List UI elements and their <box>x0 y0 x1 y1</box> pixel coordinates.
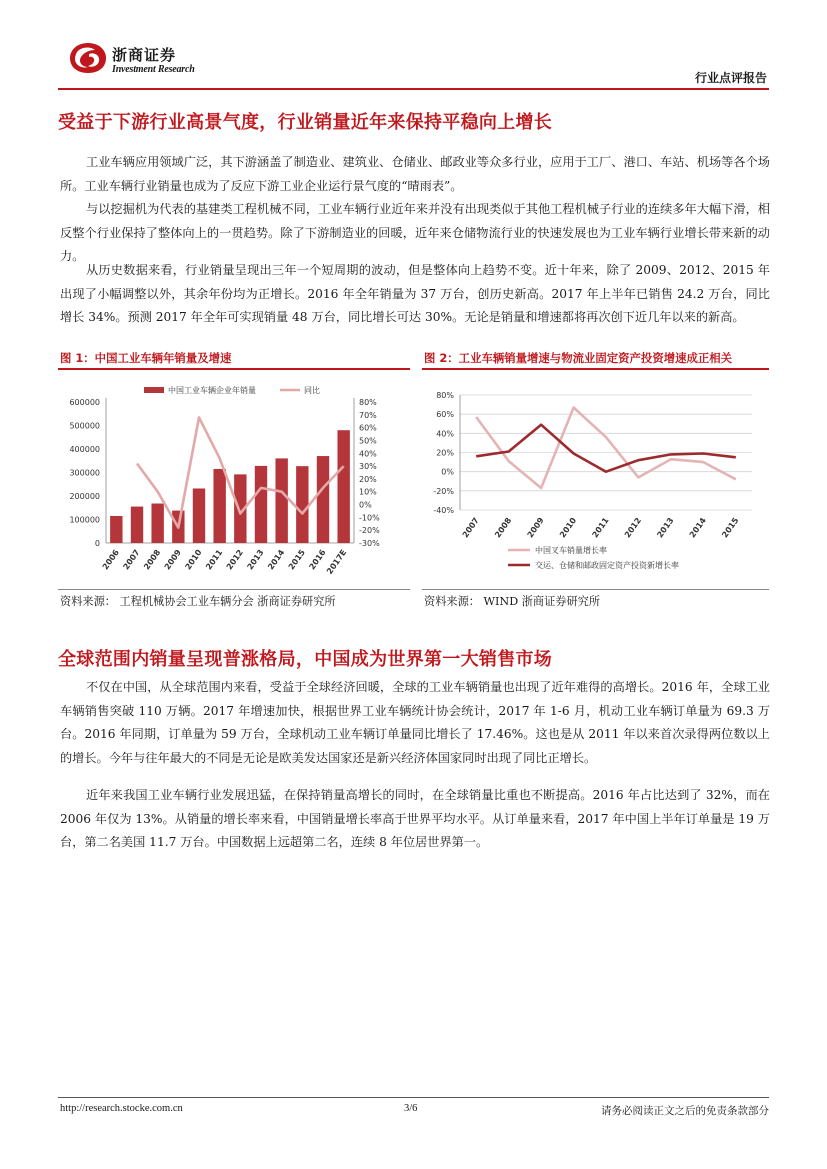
right-axis-tick-label: 60% <box>359 423 377 433</box>
y-axis-tick-label: 80% <box>436 391 454 400</box>
figure-1-title: 图 1：中国工业车辆年销量及增速 <box>60 351 232 365</box>
logistics-investment-growth-line <box>476 425 736 472</box>
bar-2017E <box>337 430 349 543</box>
bar-2015 <box>296 466 308 543</box>
section-1-paragraph-2: 与以挖掘机为代表的基建类工程机械不同，工业车辆行业近年来并没有出现类似于其他工程机械子行业的连续多年大幅下滑，相反整个行业保持了整体向上的一贯趋势。除了下游制造业的回暖，近年来仓储物流行业的快速发展也为工业车辆行业增长带来新的动力。 <box>60 202 770 264</box>
section-1-title: 受益于下游行业高景气度，行业销量近年来保持平稳向上增长 <box>58 112 553 133</box>
left-axis-tick-label: 400000 <box>69 445 100 454</box>
figure-1-bottom-rule <box>58 589 410 590</box>
x-axis-tick-label: 2010 <box>558 515 579 540</box>
right-axis-tick-label: 50% <box>359 436 377 446</box>
left-axis-tick-label: 300000 <box>69 468 100 478</box>
yoy-growth-line <box>137 417 344 527</box>
bar-2006 <box>110 516 122 543</box>
section-1-paragraph-3: 从历史数据来看，行业销量呈现出三年一个短周期的波动，但是整体向上趋势不变。近十年来，除了 2009、2012、2015 年出现了小幅调整以外，其余年份均为正增长。2016 年全年销量为 37 万台，创历史新高。2017 年上半年已销售 24.2 万台，同比增长 34%。预测 2017 年全年可实现销量 48 万台，同比增长可达 30%。无论是销量和增速都将再次创下近几年以来的新高。 <box>60 263 770 325</box>
x-axis-tick-label: 2014 <box>687 515 708 540</box>
x-axis-tick-label: 2009 <box>525 515 546 540</box>
section-2-paragraph-1: 不仅在中国，从全球范围内来看，受益于全球经济回暖，全球的工业车辆销量也出现了近年难得的高增长。2016 年，全球工业车辆销售突破 110 万辆。2017 年增速加快，根据世界工业车辆统计协会统计，2017 年 1-6 月，机动工业车辆订单量为 69.3 万台。2016 年同期，订单量为 59 万台，全球机动工业车辆订单量同比增长了 17.46%。这也是从 2011 年以来首次录得两位数以上的增长。今年与往年最大的不同是无论是欧美发达国家还是新兴经济体国家同时出现了同比正增长。 <box>60 680 770 766</box>
logo-chinese-name: 浙商证券 <box>112 46 177 64</box>
x-axis-tick-label: 2008 <box>142 547 163 572</box>
x-axis-tick-label: 2012 <box>622 515 644 540</box>
figure-2-source: 资料来源： WIND 浙商证券研究所 <box>424 595 601 608</box>
section-1-paragraph-1: 工业车辆应用领域广泛，其下游涵盖了制造业、建筑业、仓储业、邮政业等众多行业，应用于工厂、港口、车站、机场等各个场所。工业车辆行业销量也成为了反应下游工业企业运行景气度的“晴雨表”。 <box>60 155 770 193</box>
y-axis-tick-label: 60% <box>436 410 454 420</box>
right-axis-tick-label: 40% <box>359 449 377 459</box>
bar-2007 <box>131 507 143 543</box>
x-axis-tick-label: 2014 <box>266 547 287 572</box>
footer-divider <box>58 1097 769 1098</box>
left-axis-tick-label: 0 <box>94 539 100 548</box>
right-axis-tick-label: 80% <box>359 398 377 407</box>
x-axis-tick-label: 2017E <box>325 547 349 576</box>
x-axis-tick-label: 2010 <box>183 547 204 572</box>
figure-2-title: 图 2：工业车辆销量增速与物流业固定资产投资增速成正相关 <box>424 351 733 365</box>
figure-1-top-rule <box>58 368 410 370</box>
left-axis-tick-label: 600000 <box>69 398 100 407</box>
figure-2-bottom-rule <box>422 589 769 590</box>
report-type-label: 行业点评报告 <box>694 71 767 85</box>
x-axis-tick-label: 2015 <box>286 547 307 572</box>
bar-2008 <box>151 504 163 543</box>
logo-english-name: Investment Research <box>112 64 195 75</box>
right-axis-tick-label: 30% <box>359 462 377 472</box>
section-2-title: 全球范围内销量呈现普涨格局，中国成为世界第一大销售市场 <box>58 649 553 670</box>
right-axis-tick-label: -30% <box>359 539 380 548</box>
section-2-paragraph-2: 近年来我国工业车辆行业发展迅猛，在保持销量高增长的同时，在全球销量比重也不断提高。2016 年占比达到了 32%，而在 2006 年仅为 13%。从销量的增长率来看，中国销量增长率高于世界平均水平。从订单量来看，2017 年中国上半年订单量是 19 万台，第二名美国 11.7 万台。中国数据上远超第二名，连续 8 年位居世界第一。 <box>60 788 770 850</box>
x-axis-tick-label: 2011 <box>204 547 225 572</box>
footer-disclaimer: 请务必阅读正文之后的免责条款部分 <box>601 1105 769 1117</box>
figure-2-chart <box>422 372 769 588</box>
x-axis-tick-label: 2013 <box>245 547 266 572</box>
x-axis-tick-label: 2006 <box>100 547 121 572</box>
x-axis-tick-label: 2007 <box>121 547 142 572</box>
legend-line-label: 中国叉车销量增长率 <box>535 546 607 555</box>
x-axis-tick-label: 2007 <box>460 515 481 540</box>
header-divider <box>58 88 769 90</box>
x-axis-tick-label: 2015 <box>720 515 741 540</box>
bar-2010 <box>193 488 205 543</box>
left-axis-tick-label: 500000 <box>69 421 100 431</box>
right-axis-tick-label: 20% <box>359 474 377 484</box>
y-axis-tick-label: 0% <box>441 467 454 477</box>
footer-url[interactable]: http://research.stocke.com.cn <box>60 1103 183 1114</box>
y-axis-tick-label: 20% <box>436 448 454 458</box>
bar-2016 <box>317 456 329 543</box>
legend-bar-swatch <box>144 387 164 393</box>
y-axis-tick-label: 40% <box>436 429 454 439</box>
right-axis-tick-label: 0% <box>359 500 372 510</box>
footer-page-number: 3/6 <box>404 1103 418 1114</box>
left-axis-tick-label: 200000 <box>69 492 100 501</box>
y-axis-tick-label: -40% <box>433 506 454 515</box>
left-axis-tick-label: 100000 <box>69 515 100 525</box>
right-axis-tick-label: -10% <box>359 513 380 523</box>
legend-line-label: 同比 <box>304 386 320 395</box>
legend-bar-label: 中国工业车辆企业年销量 <box>168 386 256 395</box>
bar-2011 <box>213 469 225 543</box>
figure-1-source: 资料来源： 工程机械协会工业车辆分会 浙商证券研究所 <box>60 595 336 608</box>
bar-2014 <box>275 458 287 543</box>
figure-1-chart <box>58 372 410 588</box>
x-axis-tick-label: 2008 <box>493 515 514 540</box>
x-axis-tick-label: 2016 <box>307 547 328 572</box>
right-axis-tick-label: 70% <box>359 410 377 420</box>
right-axis-tick-label: -20% <box>359 526 380 536</box>
company-logo-icon <box>68 40 108 76</box>
x-axis-tick-label: 2009 <box>162 547 183 572</box>
x-axis-tick-label: 2011 <box>590 515 611 540</box>
y-axis-tick-label: -20% <box>433 486 454 496</box>
right-axis-tick-label: 10% <box>359 487 377 497</box>
legend-line-label: 交运、仓储和邮政固定资产投资新增长率 <box>535 561 679 570</box>
bar-2013 <box>255 466 267 543</box>
x-axis-tick-label: 2012 <box>224 547 245 572</box>
figure-2-top-rule <box>422 368 769 370</box>
x-axis-tick-label: 2013 <box>655 515 676 540</box>
